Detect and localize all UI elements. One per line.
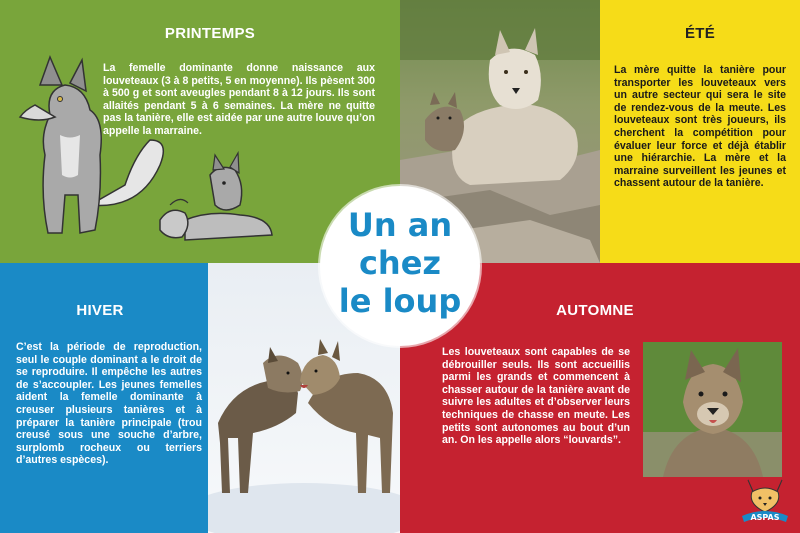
title-line-2: chez <box>358 244 442 282</box>
aspas-logo <box>738 472 792 526</box>
automne-text: Les louveteaux sont capables de se débrouiller seuls. Ils sont accueillis parmi les grands et commencent à chasser autour de la tanière avant de suivre les adultes et d’observer leurs techniques de chasse en meute. Les petits sont autonomes au bout d’un an. On les appelle alors “louvards”. <box>442 346 630 447</box>
page-title <box>320 206 480 320</box>
printemps-text: La femelle dominante donne naissance aux louveteaux (3 à 8 petits, 5 en moyenne). Ils pèsent 300 à 500 g et sont aveugles pendant 8 à 12 jours. Ils sont allaités pendant 5 à 6 semaines. La mère ne quitte pas la tanière, elle est aidée par une autre louve qu’on appelle la marraine. <box>103 62 376 137</box>
title-line-1: Un an <box>347 206 453 244</box>
ete-text: La mère quitte la tanière pour transporter les louveteaux vers un autre secteur qui sera le site de rendez-vous de la meute. Les louveteaux sont très joueurs, ils cherchent la compétition pour évaluer leur force et déjà établir une hiérarchie. La mère et la marraine surveillent les jeunes et chassent autour de la tanière. <box>614 64 786 190</box>
autumn-cub-photo <box>643 342 782 477</box>
ete-title: ÉTÉ <box>684 25 716 42</box>
hiver-title: HIVER <box>76 302 124 319</box>
aspas-logo-text: ASPAS <box>750 513 780 522</box>
title-line-3: le loup <box>338 282 462 320</box>
printemps-title: PRINTEMPS <box>164 25 256 42</box>
automne-title: AUTOMNE <box>556 302 634 319</box>
hiver-text: C’est la période de reproduction, seul le couple dominant a le droit de se reproduire. Il empêche les autres de s’accoupler. Les jeunes femelles aident la femelle dominante à creuser plusieurs tanières et à préparer la tanière principale (trou creusé sous une souche d’arbre, surplomb rocheux ou terriers d’autres espèces). <box>16 341 202 467</box>
